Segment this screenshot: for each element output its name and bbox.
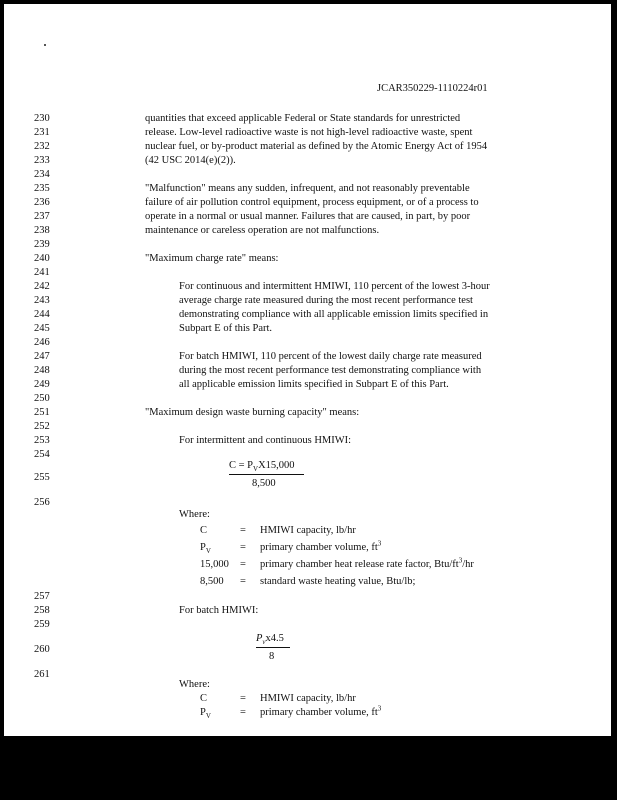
line-number: 253 [34,435,50,446]
line-number: 232 [34,141,50,152]
text-line: all applicable emission limits specified in Subpart E of this Part. [179,379,449,390]
line-number: 250 [34,393,50,404]
line-number: 248 [34,365,50,376]
document-id: JCAR350229-1110224r01 [377,83,488,94]
line-number: 245 [34,323,50,334]
variable-symbol: C [200,525,208,536]
equals-sign: = [240,707,246,718]
line-number: 247 [34,351,50,362]
line-number: 238 [34,225,50,236]
line-number: 239 [34,239,50,250]
text-line: Where: [179,509,210,520]
text-line: quantities that exceed applicable Federal or State standards for unrestricted [145,113,461,124]
equals-sign: = [240,693,246,704]
line-number: 244 [34,309,50,320]
text-line: "Maximum design waste burning capacity" means: [145,407,360,418]
text-line: demonstrating compliance with all applicable emission limits specified in [179,309,489,320]
line-number: 233 [34,155,50,166]
variable-symbol: 15,000 [200,559,229,570]
variable-description: primary chamber volume, $ft^3$ [260,704,382,718]
text-line: average charge rate measured during the most recent performance test [179,295,473,306]
line-number: 258 [34,605,50,616]
line-number: 251 [34,407,50,418]
text-line: For batch HMIWI, 110 percent of the lowest daily charge rate measured [179,351,482,362]
line-number: 254 [34,449,50,460]
scan-black-border [0,736,617,800]
variable-symbol: 8,500 [200,576,224,587]
text-line: (42 USC 2014(e)(2)). [145,155,236,166]
line-number: 230 [34,113,50,124]
line-number: 252 [34,421,50,432]
variable-description: primary chamber volume, $ft^3$ [260,539,382,553]
formula-denominator: 8 [269,651,275,662]
line-number: 236 [34,197,50,208]
variable-description: HMIWI capacity, lb/hr [260,525,356,536]
text-line: during the most recent performance test demonstrating compliance with [179,365,482,376]
variable-description: standard waste heating value, Btu/lb; [260,576,416,587]
line-number: 257 [34,591,50,602]
text-line: Where: [179,679,210,690]
formula-denominator: 8,500 [252,478,276,489]
line-number: 259 [34,619,50,630]
line-number: 243 [34,295,50,306]
formula-capacity-batch: $P_vx4.5$ [256,633,284,647]
equals-sign: = [240,559,246,570]
formula-capacity-continuous: $C = P_VX15,000$ [229,460,295,474]
document-page [4,4,611,794]
text-line: release. Low-level radioactive waste is not high-level radioactive waste, spent [145,127,473,138]
text-line: nuclear fuel, or by-product material as defined by the Atomic Energy Act of 1954 [145,141,488,152]
line-number: 242 [34,281,50,292]
variable-symbol: C [200,693,208,704]
equals-sign: = [240,542,246,553]
text-line: maintenance or careless operation are not malfunctions. [145,225,380,236]
line-number: 234 [34,169,50,180]
line-number: 249 [34,379,50,390]
variable-description: HMIWI capacity, lb/hr [260,693,356,704]
scan-speck [44,44,46,46]
fraction-bar [256,647,290,648]
line-number: 246 [34,337,50,348]
line-number: 240 [34,253,50,264]
line-number: 261 [34,669,50,680]
text-line: operate in a normal or usual manner. Failures that are caused, in part, by poor [145,211,471,222]
text-line: For batch HMIWI: [179,605,259,616]
equals-sign: = [240,525,246,536]
fraction-bar [229,474,304,475]
line-number: 255 [34,472,50,483]
line-number: 237 [34,211,50,222]
line-number: 256 [34,497,50,508]
equals-sign: = [240,576,246,587]
line-number: 260 [34,644,50,655]
variable-symbol: $P_V$ [200,542,211,556]
line-number: 235 [34,183,50,194]
line-number: 241 [34,267,50,278]
text-line: Subpart E of this Part. [179,323,273,334]
variable-description: primary chamber heat release rate factor, Btu/$ft^3/hr$ [260,556,474,570]
variable-symbol: $P_V$ [200,707,211,721]
line-number: 231 [34,127,50,138]
text-line: "Malfunction" means any sudden, infrequent, and not reasonably preventable [145,183,470,194]
text-line: For continuous and intermittent HMIWI, 110 percent of the lowest 3-hour [179,281,490,292]
text-line: "Maximum charge rate" means: [145,253,279,264]
text-line: failure of air pollution control equipment, process equipment, or of a process to [145,197,479,208]
text-line: For intermittent and continuous HMIWI: [179,435,352,446]
